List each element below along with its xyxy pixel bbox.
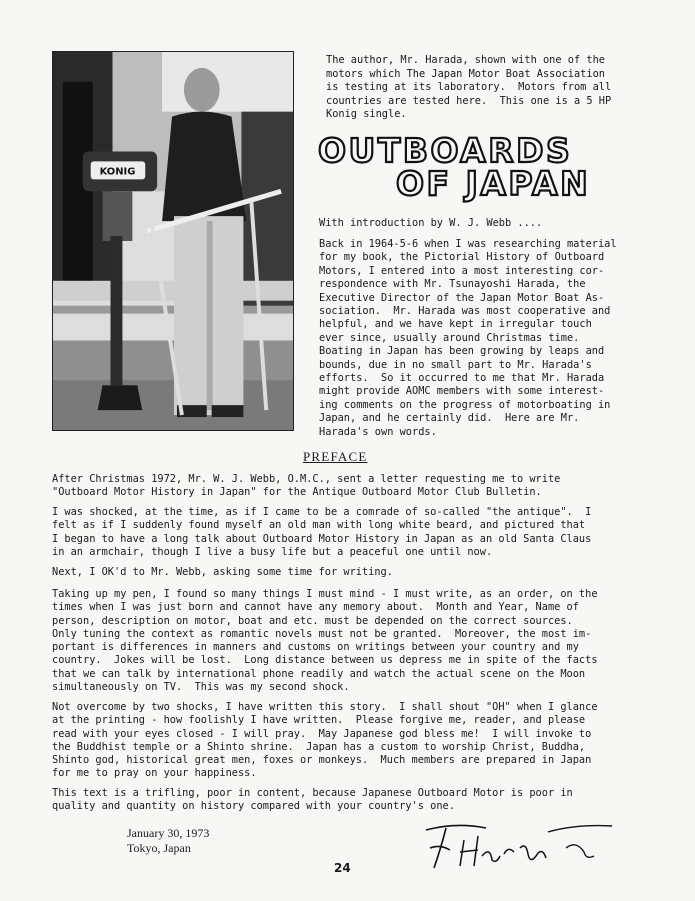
intro-text: Back in 1964-5-6 when I was researching material for my book, the Pictorial History of Outboard Motors, I entered into a most interesting cor- respondence with Mr. Tsunayoshi Harada, the Executive Director of the Japan Motor Boat As- sociation. Mr. Harada was most cooperative and helpful, and we have kept in irregular touch ever since, usually around Christmas time. Boating in Japan has been growing by leaps and bounds, due in no small part to Mr. Harada's efforts. So it occurred to me that Mr. Harada might provide AOMC members with some interest- ing comments on the progress of motorboating in Japan, and he certainly did. Here are Mr. Harada's own words. [319,238,617,438]
motor-brand-label: KONIG [99,166,136,178]
preface-paragraph: Next, I OK'd to Mr. Webb, asking some time for writing. [52,566,393,578]
preface-heading: PREFACE [303,449,368,464]
page-number: 24 [334,861,351,875]
preface-paragraph: Taking up my pen, I found so many things I must mind - I must write, as an order, on the times when I was just born and cannot have any memory about. Month and Year, Name of person, description on motor, boat and etc. must be depended on the correct sources. Only tuning the context as romantic novels must not be granted. Moreover, the most im- portant is differences in manners and customs on writings between your country and my country. Jokes will be lost. Long distance between us depress me in spite of the facts that we can talk by international phone readily and watch the actual scene on the Moon simultaneously on TV. This was my second shock. [52,588,598,694]
preface-paragraph: After Christmas 1972, Mr. W. J. Webb, O.M.C., sent a letter requesting me to write "Outboard Motor History in Japan" for the Antique Outboard Motor Club Bulletin. [52,473,561,499]
preface-paragraph: This text is a trifling, poor in content, because Japanese Outboard Motor is poor in quality and quantity on history compared with your country's one. [52,787,573,813]
article-title-line-1: OUTBOARDS [318,131,573,170]
signoff-date: January 30, 1973 [127,826,210,840]
preface-paragraph: I was shocked, at the time, as if I came to be a comrade of so-called "the antique". I felt as if I suddenly found myself an old man with long white beard, and pictured that I began to have a long talk about Outboard Motor History in Japan as an old Santa Claus in an armchair, though I live a busy life but a peaceful one until now. [52,506,592,558]
author-photo [52,51,294,431]
signoff-place: Tokyo, Japan [127,841,191,855]
article-title-line-2: OF JAPAN [396,164,591,203]
handwritten-signature [416,818,616,874]
preface-paragraph: Not overcome by two shocks, I have written this story. I shall shout "OH" when I glance at the printing - how foolishly I have written. Please forgive me, reader, and please read with your eyes closed - I will pray. May Japanese god bless me! I will invoke to the Buddhist temple or a Shinto shrine. Japan has a custom to worship Christ, Buddha, Shinto god, historical great men, foxes or monkeys. Much members are prepared in Japan for me to pray on your happiness. [52,701,598,780]
signoff [127,826,209,856]
photo-caption: The author, Mr. Harada, shown with one of the motors which The Japan Motor Boat Association is testing at its laboratory. Motors from all countries are tested here. This one is a 5 HP Konig single. [326,54,612,121]
intro-byline: With introduction by W. J. Webb .... [319,217,543,229]
